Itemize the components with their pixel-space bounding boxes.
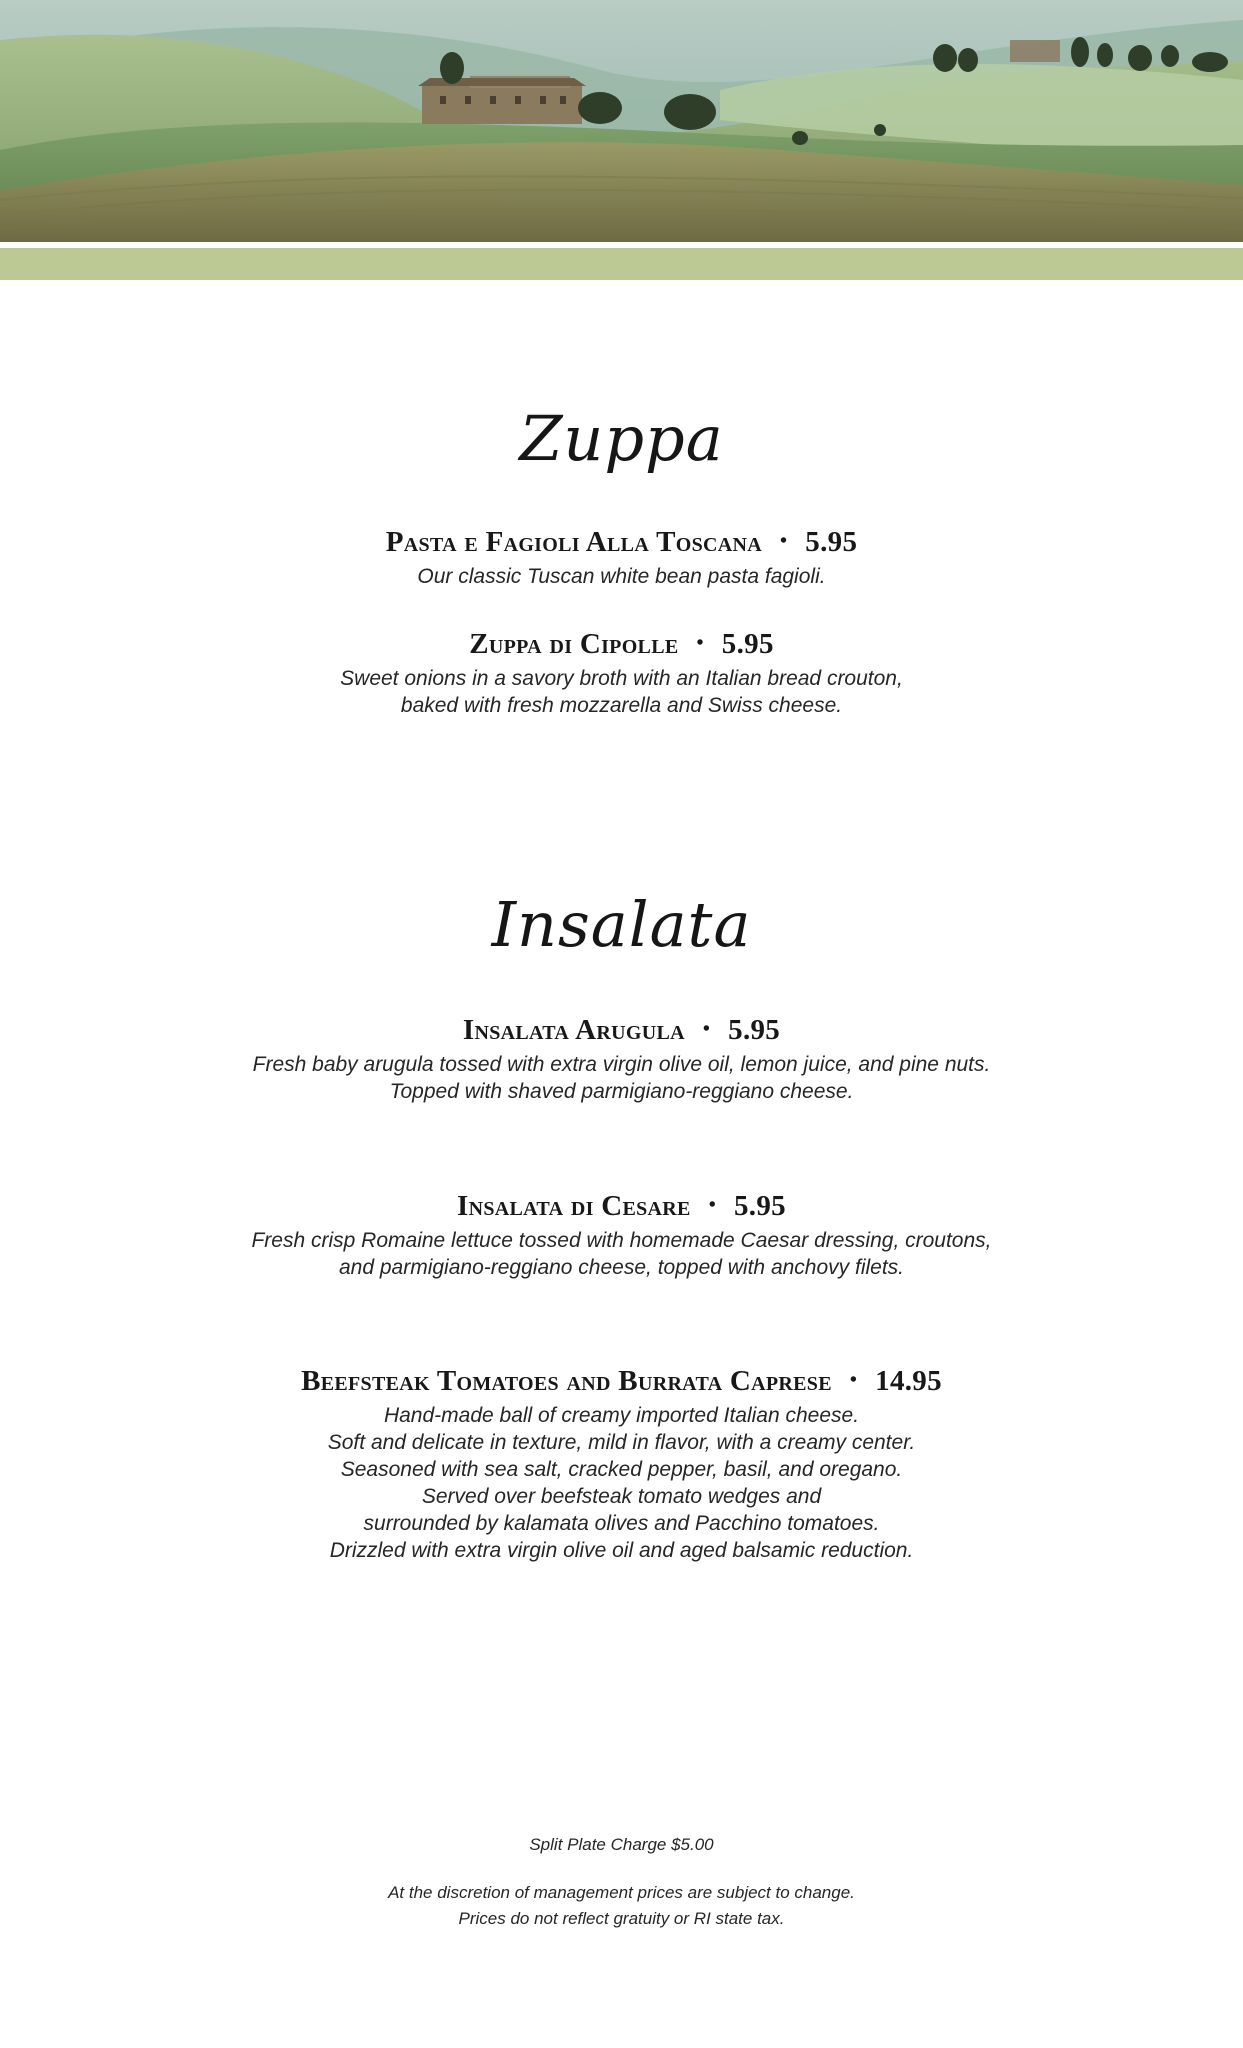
separator-dot: • bbox=[849, 1369, 858, 1392]
separator-dot: • bbox=[702, 1018, 711, 1041]
item-name: Zuppa di Cipolle bbox=[469, 628, 679, 660]
item-description: Fresh baby arugula tossed with extra virgin olive oil, lemon juice, and pine nuts. Topped with shaved parmigiano-reggiano cheese. bbox=[252, 1053, 991, 1104]
item-description: Fresh crisp Romaine lettuce tossed with homemade Caesar dressing, croutons, and parmigiano-reggiano cheese, topped with anchovy filets. bbox=[251, 1229, 992, 1280]
item-name: Beefsteak Tomatoes and Burrata Caprese bbox=[301, 1365, 832, 1397]
item-name: Insalata di Cesare bbox=[457, 1190, 691, 1222]
section-title-insalata: Insalata bbox=[491, 888, 752, 961]
item-name: Insalata Arugula bbox=[462, 1014, 685, 1046]
split-plate-charge: Split Plate Charge $5.00 bbox=[529, 1835, 714, 1854]
separator-dot: • bbox=[696, 632, 704, 655]
footer bbox=[0, 1832, 1243, 1932]
item-description: Our classic Tuscan white bean pasta fagioli. bbox=[417, 565, 826, 589]
green-band bbox=[0, 248, 1243, 280]
menu-item-insalata-di-cesare bbox=[0, 1188, 1243, 1281]
item-price: 14.95 bbox=[875, 1365, 942, 1397]
menu-item-pasta-e-fagioli bbox=[0, 524, 1243, 590]
item-price: 5.95 bbox=[734, 1190, 786, 1222]
item-price: 5.95 bbox=[728, 1014, 781, 1046]
disclaimer-line: At the discretion of management prices are subject to change. bbox=[388, 1883, 855, 1902]
item-description: Sweet onions in a savory broth with an Italian bread crouton, baked with fresh mozzarella and Swiss cheese. bbox=[340, 667, 903, 718]
menu-item-zuppa-di-cipolle bbox=[0, 626, 1243, 719]
item-price: 5.95 bbox=[805, 526, 858, 558]
disclaimer-line: Prices do not reflect gratuity or RI state tax. bbox=[458, 1909, 785, 1928]
menu-item-burrata-caprese bbox=[0, 1363, 1243, 1564]
item-price: 5.95 bbox=[721, 628, 774, 660]
hero-landscape-image bbox=[0, 0, 1243, 242]
item-name: Pasta e Fagioli Alla Toscana bbox=[385, 526, 762, 558]
item-description: Hand-made ball of creamy imported Italian cheese. Soft and delicate in texture, mild in flavor, with a creamy center. Seasoned with sea salt, cracked pepper, basil, and oregano. Served over beefsteak tomato wedges and surrounded by kalamata olives and Pacchino tomatoes. Drizzled with extra virgin olive oil and aged balsamic reduction. bbox=[327, 1404, 916, 1563]
section-title-zuppa: Zuppa bbox=[519, 402, 724, 475]
separator-dot: • bbox=[708, 1194, 716, 1217]
separator-dot: • bbox=[779, 530, 788, 553]
menu-item-insalata-arugula bbox=[0, 1012, 1243, 1105]
